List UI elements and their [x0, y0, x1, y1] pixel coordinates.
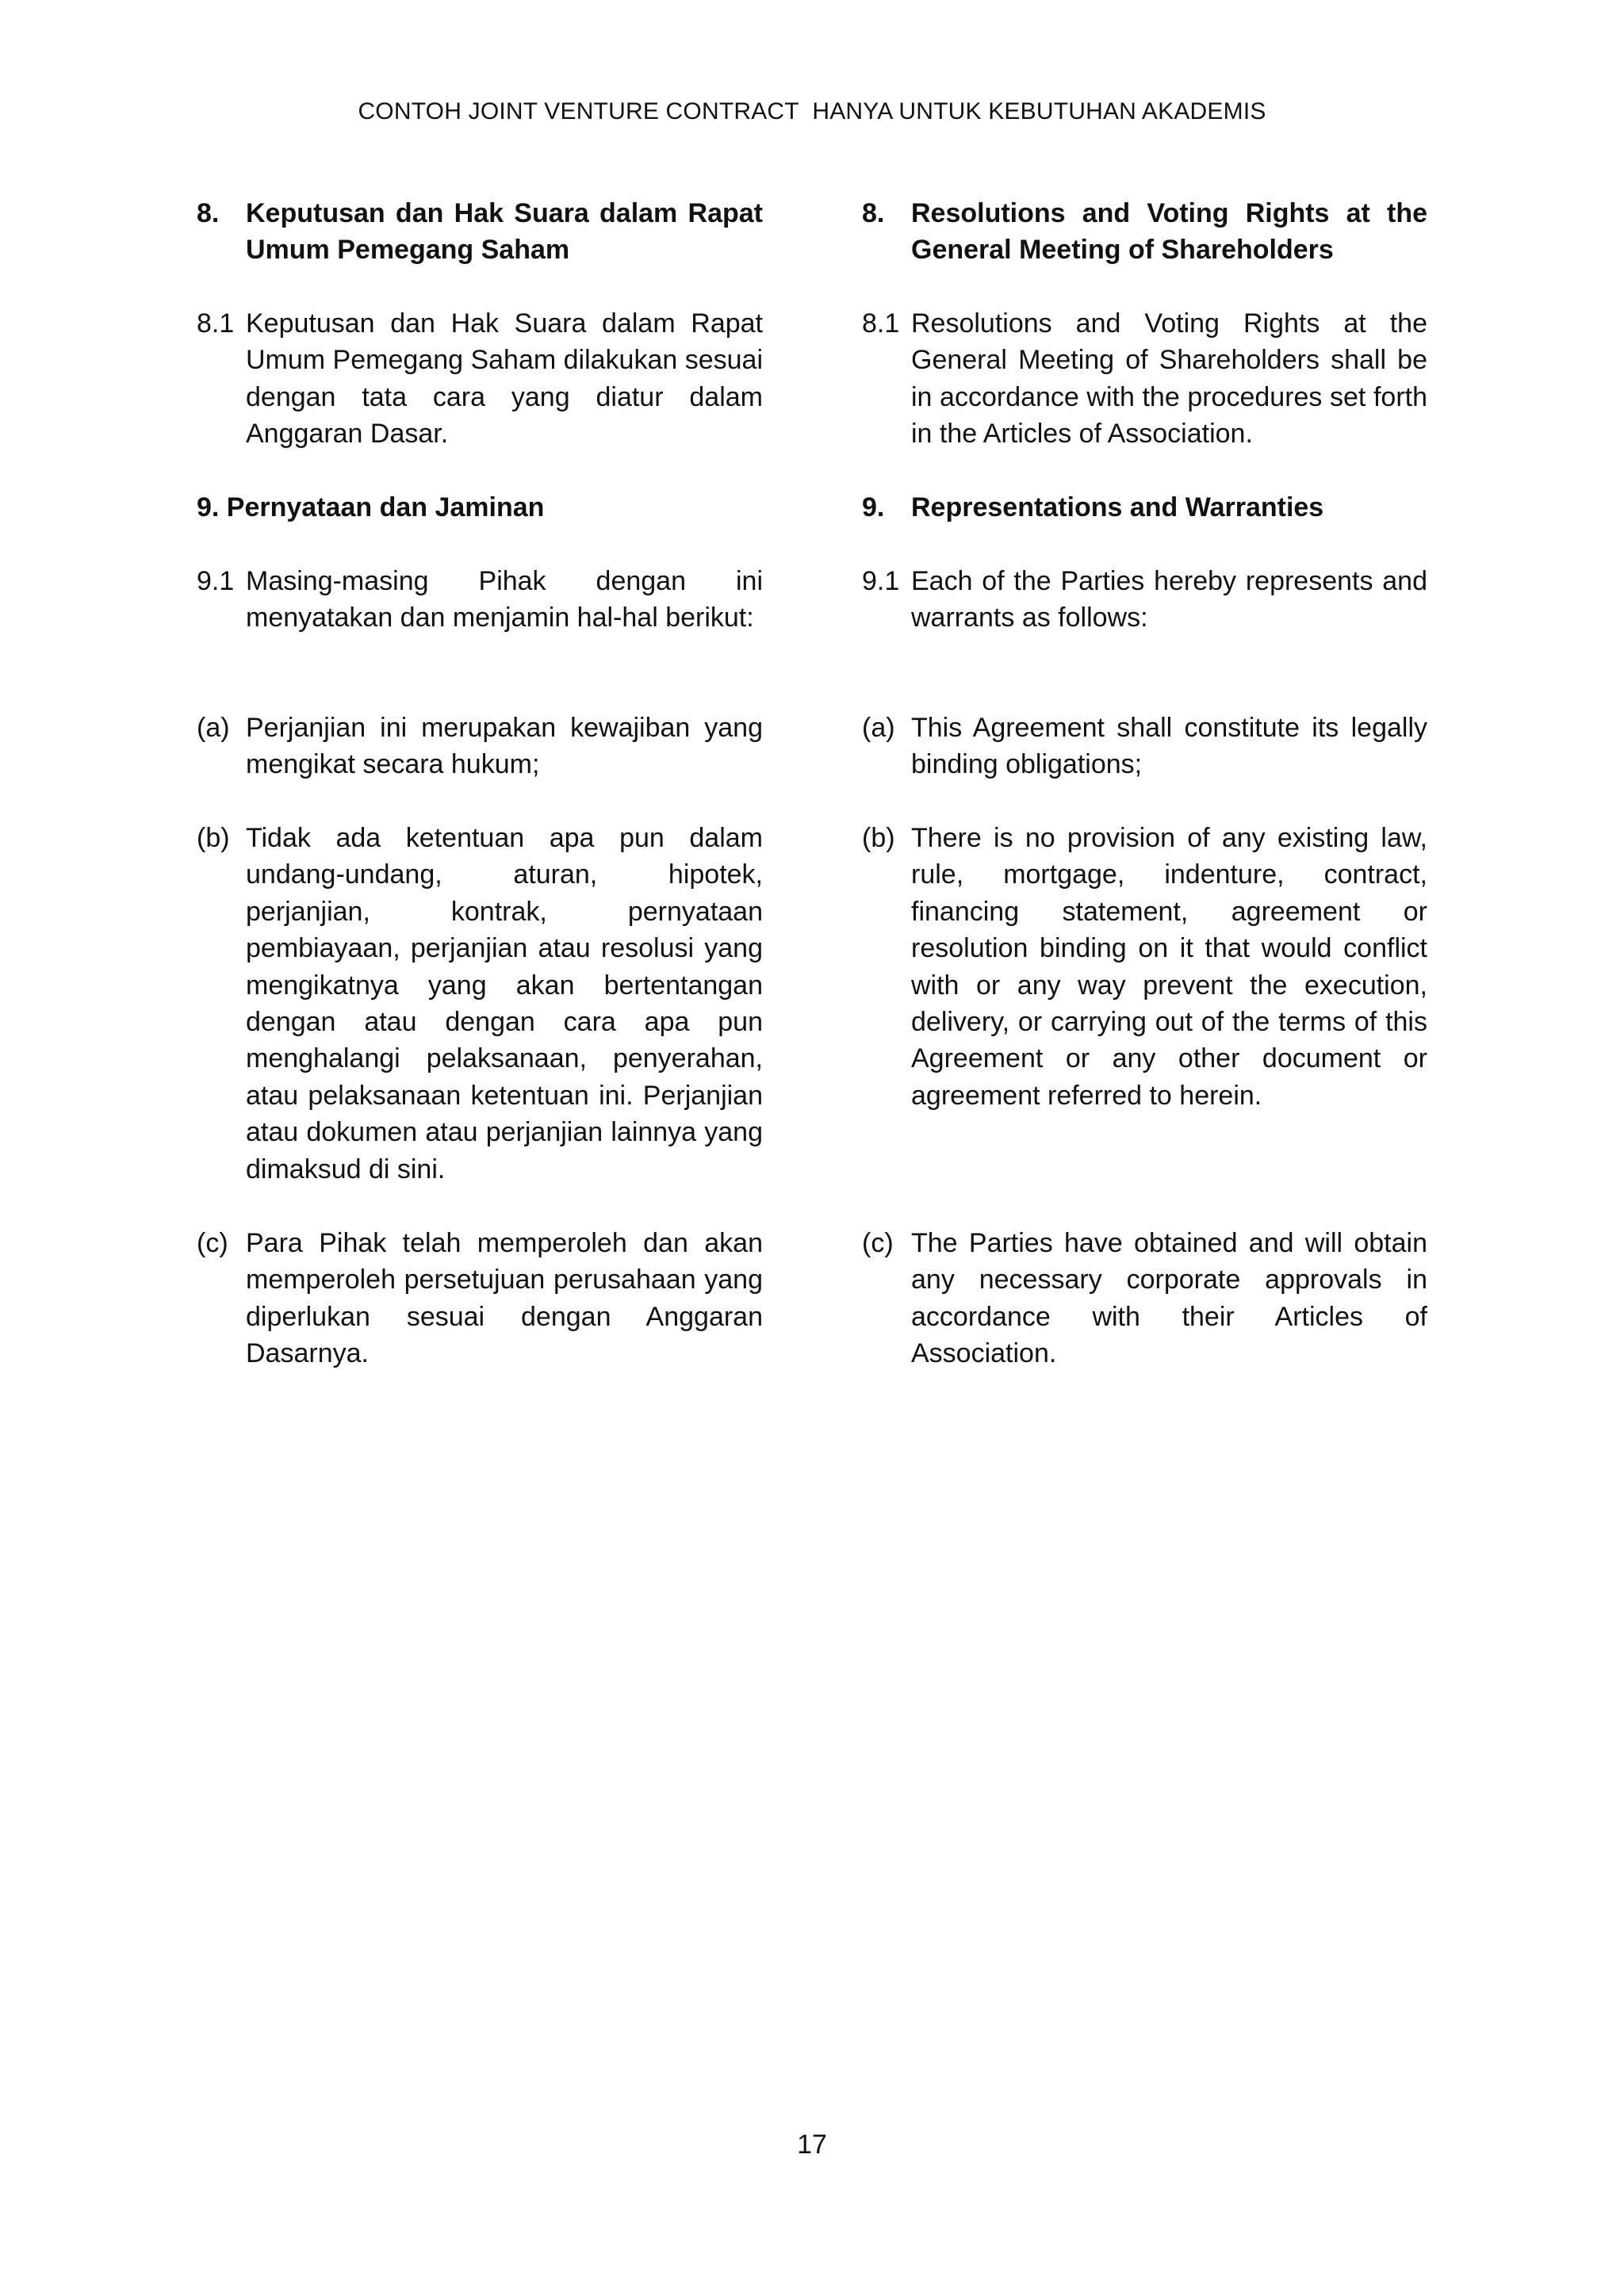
- clause-number: 8.1: [862, 308, 900, 339]
- clause-c-en: [862, 1225, 1427, 1372]
- section-8-heading-en: [862, 195, 1427, 269]
- section-8-heading-id: [197, 195, 763, 269]
- clause-9-1-en: [862, 563, 1427, 637]
- section-title: Representations and Warranties: [911, 492, 1324, 522]
- clause-number: 9.1: [197, 566, 235, 596]
- clause-text: Each of the Parties hereby represents and warrants as follows:: [911, 566, 1427, 633]
- clause-a-id: [197, 710, 763, 783]
- section-number: 8.: [197, 198, 220, 228]
- section-title: Keputusan dan Hak Suara dalam Rapat Umum Pemegang Saham: [246, 198, 763, 266]
- clause-c-id: [197, 1225, 763, 1372]
- clause-letter: (c): [862, 1228, 894, 1258]
- clause-letter: (b): [862, 823, 895, 853]
- clause-a-en: [862, 710, 1427, 783]
- section-title: Resolutions and Voting Rights at the General Meeting of Shareholders: [911, 198, 1427, 266]
- section-9-heading-en: [862, 489, 1427, 526]
- clause-8-1-en: [862, 305, 1427, 453]
- section-9-heading-id: [197, 489, 763, 526]
- clause-letter: (b): [197, 823, 230, 853]
- page-number: 17: [797, 2130, 827, 2160]
- clause-text: Tidak ada ketentuan apa pun dalam undang-undang, aturan, hipotek, perjanjian, kontrak, pernyataan pembiayaan, perjanjian atau resolusi yang mengikatnya yang akan bertentangan dengan atau dengan cara apa pun menghalangi pelaksanaan, penyerahan, atau pelaksanaan ketentuan ini. Perjanjian atau dokumen atau perjanjian lainnya yang dimaksud di sini.: [246, 823, 763, 1184]
- clause-letter: (a): [862, 713, 895, 743]
- section-title: 9. Pernyataan dan Jaminan: [197, 492, 545, 522]
- document-header: CONTOH JOINT VENTURE CONTRACT HANYA UNTUK KEBUTUHAN AKADEMIS: [358, 98, 1266, 124]
- clause-number: 9.1: [862, 566, 900, 596]
- clause-b-en: [862, 820, 1427, 1114]
- clause-8-1-id: [197, 305, 763, 453]
- clause-letter: (a): [197, 713, 230, 743]
- clause-b-id: [197, 820, 763, 1188]
- clause-text: Perjanjian ini merupakan kewajiban yang mengikat secara hukum;: [246, 713, 763, 780]
- section-number: 9.: [862, 492, 885, 522]
- clause-letter: (c): [197, 1228, 228, 1258]
- section-number: 8.: [862, 198, 885, 228]
- clause-text: Resolutions and Voting Rights at the General Meeting of Shareholders shall be in accordance with the procedures set forth in the Articles of Association.: [911, 308, 1427, 450]
- clause-text: The Parties have obtained and will obtain any necessary corporate approvals in accordance with their Articles of Association.: [911, 1228, 1427, 1369]
- clause-text: Keputusan dan Hak Suara dalam Rapat Umum Pemegang Saham dilakukan sesuai dengan tata cara yang diatur dalam Anggaran Dasar.: [246, 308, 764, 450]
- clause-text: This Agreement shall constitute its legally binding obligations;: [911, 713, 1427, 780]
- clause-number: 8.1: [197, 308, 235, 339]
- clause-text: There is no provision of any existing law, rule, mortgage, indenture, contract, financing statement, agreement or resolution binding on it that would conflict with or any way prevent the execution, delivery, or carrying out of the terms of this Agreement or any other document or agreement referred to herein.: [911, 823, 1427, 1111]
- clause-9-1-id: [197, 563, 763, 637]
- clause-text: Para Pihak telah memperoleh dan akan memperoleh persetujuan perusahaan yang diperlukan sesuai dengan Anggaran Dasarnya.: [246, 1228, 763, 1369]
- clause-text: Masing-masing Pihak dengan ini menyatakan dan menjamin hal-hal berikut:: [246, 566, 763, 633]
